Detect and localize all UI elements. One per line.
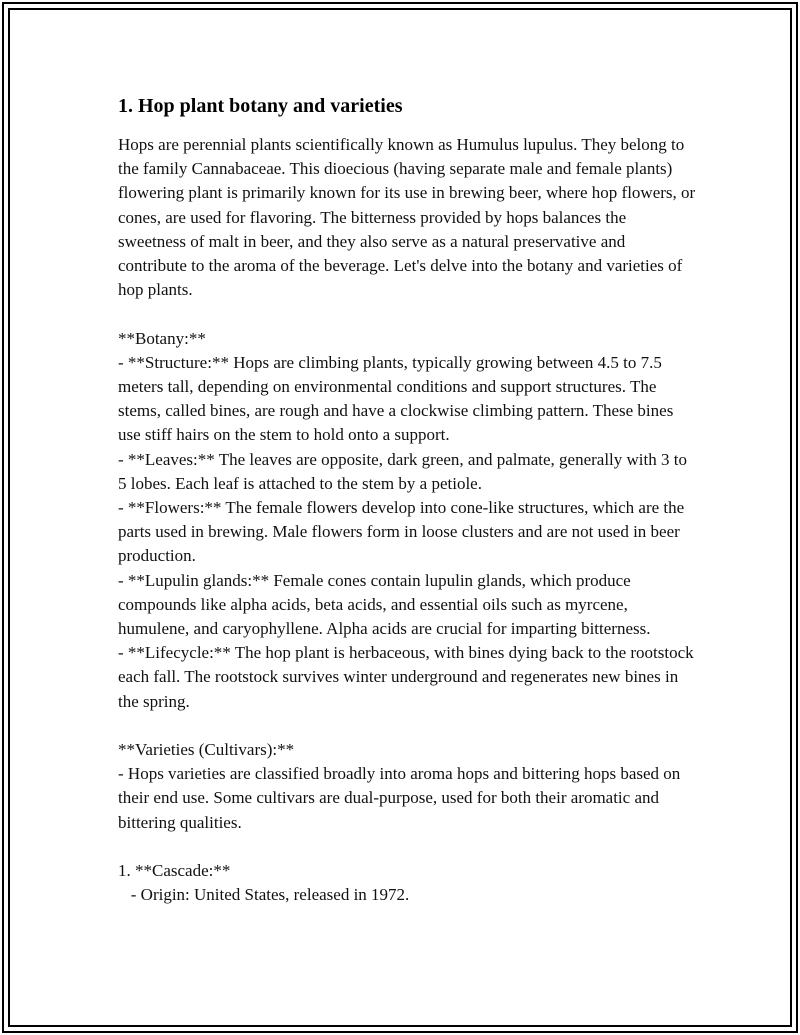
- section-body-text: Hops are perennial plants scientifically known as Humulus lupulus. They belong to the family Cannabaceae. This dioecious (having separate male and female plants) flowering plant is primarily known for its use in brewing beer, where hop flowers, or cones, are used for flavoring. The bitterness provided by hops balances the sweetness of malt in beer, and they also serve as a natural preservative and contribute to the aroma of the beverage. Let's delve into the botany and varieties of hop plants. **Botany:** - **Structure:** Hops are climbing plants, typically growing between 4.5 to 7.5 meters tall, depending on environmental conditions and support structures. The stems, called bines, are rough and have a clockwise climbing pattern. These bines use stiff hairs on the stem to hold onto a support. - **Leaves:** The leaves are opposite, dark green, and palmate, generally with 3 to 5 lobes. Each leaf is attached to the stem by a petiole. - **Flowers:** The female flowers develop into cone-like structures, which are the parts used in brewing. Male flowers form in loose clusters and are not used in beer production. - **Lupulin glands:** Female cones contain lupulin glands, which produce compounds like alpha acids, beta acids, and essential oils such as myrcene, humulene, and caryophyllene. Alpha acids are crucial for imparting bitterness. - **Lifecycle:** The hop plant is herbaceous, with bines dying back to the rootstock each fall. The rootstock survives winter underground and regenerates new bines in the spring. **Varieties (Cultivars):** - Hops varieties are classified broadly into aroma hops and bittering hops based on their end use. Some cultivars are dual-purpose, used for both their aromatic and bittering qualities. 1. **Cascade:** - Origin: United States, released in 1972.: [118, 135, 696, 905]
- section-heading: 1. Hop plant botany and varieties: [118, 95, 403, 117]
- document-content: [118, 93, 698, 908]
